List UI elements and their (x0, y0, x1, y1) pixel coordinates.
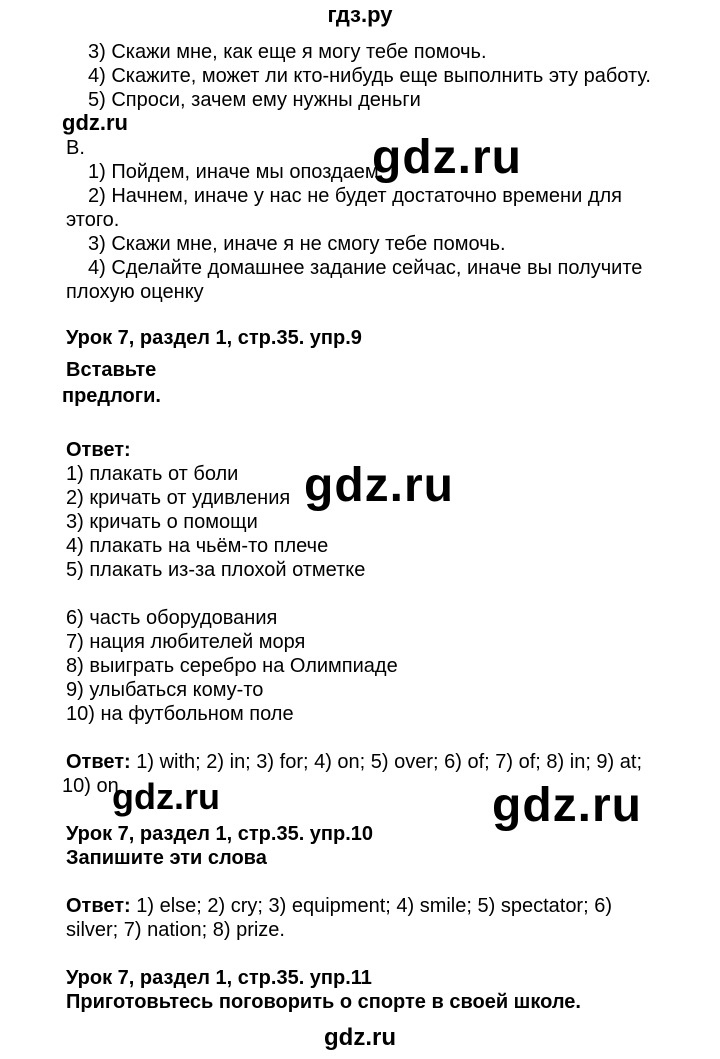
section-b-label: B. (66, 137, 85, 159)
watermark-big: gdz.ru (304, 459, 454, 512)
exercise-9-answer (66, 750, 642, 774)
watermark-big: gdz.ru (372, 131, 522, 184)
exercise-10-heading: Урок 7, раздел 1, стр.35. упр.10 (66, 823, 374, 845)
exercise-9-answer2-label: Ответ: (66, 751, 131, 773)
exercise-9-item-7: 7) нация любителей моря (66, 631, 306, 653)
section-a-item-5: 5) Спроси, зачем ему нужны деньги (88, 89, 421, 111)
exercise-11-task: Приготовьтесь поговорить о спорте в своей школе. (66, 991, 581, 1013)
exercise-9-item-6: 6) часть оборудования (66, 607, 278, 629)
exercise-9-item-9: 9) улыбаться кому-то (66, 679, 264, 701)
exercise-10-answer-text: 1) else; 2) cry; 3) equipment; 4) smile; 5) spectator; 6) (130, 895, 612, 917)
exercise-10-answer-cont: silver; 7) nation; 8) prize. (66, 919, 285, 941)
section-a-item-3: 3) Скажи мне, как еще я могу тебе помочь. (88, 41, 487, 63)
watermark-small: gdz.ru (62, 110, 128, 135)
exercise-10-task: Запишите эти слова (66, 847, 267, 869)
watermark-bottom: gdz.ru (324, 1024, 396, 1051)
watermark-medium: gdz.ru (112, 776, 220, 817)
exercise-9-item-5: 5) плакать из-за плохой отметке (66, 559, 366, 581)
exercise-9-task: Вставьте (66, 359, 157, 381)
exercise-9-answer-label: Ответ: (66, 439, 131, 461)
exercise-10-answer (66, 894, 612, 918)
exercise-9-item-4: 4) плакать на чьём-то плече (66, 535, 329, 557)
exercise-9-item-3: 3) кричать о помощи (66, 511, 258, 533)
section-b-item-2: 2) Начнем, иначе у нас не будет достаточно времени для (88, 185, 622, 207)
section-b-item-1: 1) Пойдем, иначе мы опоздаем (88, 161, 379, 183)
exercise-9-item-2: 2) кричать от удивления (66, 487, 291, 509)
watermark-big-right: gdz.ru (492, 779, 642, 832)
exercise-9-item-10: 10) на футбольном поле (66, 703, 294, 725)
exercise-9-answer-cont: 10) on (62, 775, 119, 797)
exercise-9-heading: Урок 7, раздел 1, стр.35. упр.9 (66, 327, 362, 349)
exercise-11-heading: Урок 7, раздел 1, стр.35. упр.11 (66, 967, 372, 989)
exercise-9-task-cont: предлоги. (62, 385, 161, 407)
section-b-item-2-cont: этого. (66, 209, 120, 231)
exercise-9-item-1: 1) плакать от боли (66, 463, 239, 485)
watermark-top: гдз.ру (327, 2, 393, 27)
section-b-item-3: 3) Скажи мне, иначе я не смогу тебе помочь. (88, 233, 506, 255)
exercise-9-item-8: 8) выиграть серебро на Олимпиаде (66, 655, 398, 677)
section-b-item-4: 4) Сделайте домашнее задание сейчас, иначе вы получите (88, 257, 643, 279)
exercise-10-answer-label: Ответ: (66, 895, 131, 917)
section-a-item-4: 4) Скажите, может ли кто-нибудь еще выполнить эту работу. (88, 65, 651, 87)
exercise-9-answer2-text: 1) with; 2) in; 3) for; 4) on; 5) over; 6) of; 7) of; 8) in; 9) at; (130, 751, 643, 773)
section-b-item-4-cont: плохую оценку (66, 281, 204, 303)
